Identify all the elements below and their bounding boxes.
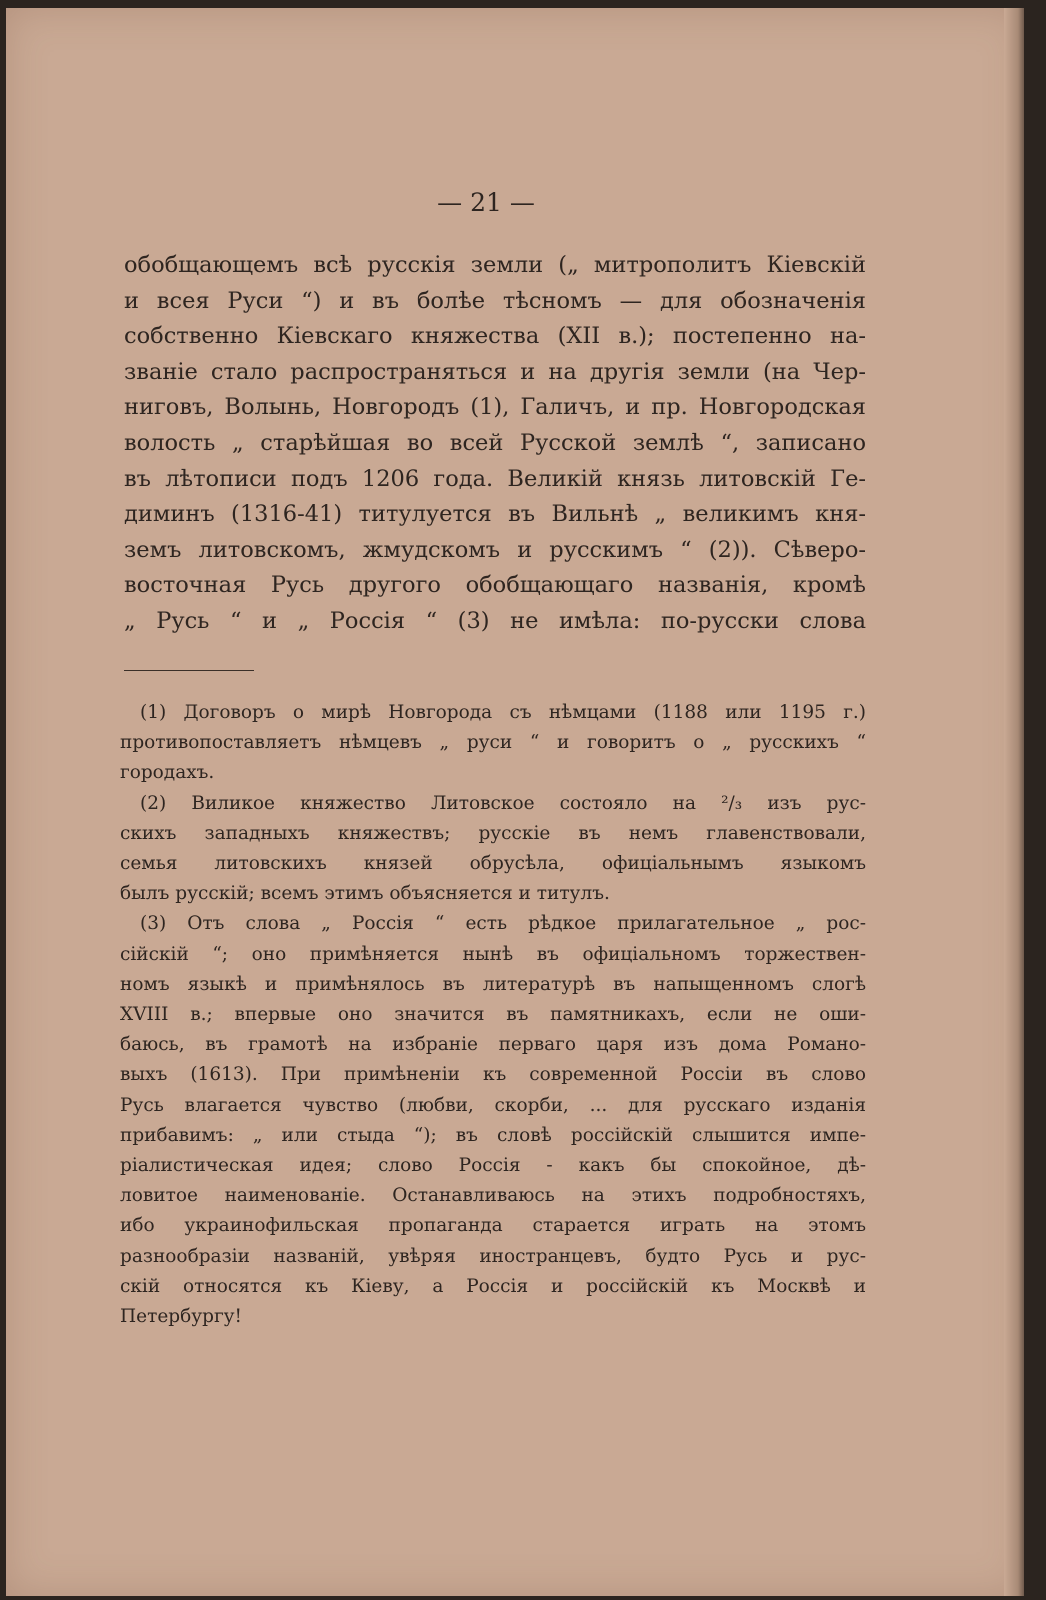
footnote-line: ловитое наименованіе. Останавливаюсь на этихъ подробностяхъ, [120, 1185, 866, 1207]
footnote-line: Русь влагается чувство (любви, скорби, ... для русскаго изданія [120, 1094, 866, 1116]
footnote-line: скихъ западныхъ княжествъ; русскіе въ немъ главенствовали, [120, 822, 866, 844]
text-line: въ лѣтописи подъ 1206 года. Великій князь литовскій Ге- [124, 465, 866, 492]
footnote-3 [120, 909, 866, 1332]
footnote-line: прибавимъ: „ или стыда “); въ словѣ россійскій слышится импе- [120, 1124, 866, 1146]
text-line: обобщающемъ всѣ русскія земли („ митрополитъ Кіевскій [124, 252, 866, 278]
page-number: — 21 — [437, 188, 535, 217]
footnote-2 [120, 789, 866, 910]
footnote-line: (2) Виликое княжество Литовское состояло на ²/₃ изъ рус- [140, 792, 866, 814]
text-line: диминъ (1316-41) титулуется въ Вильнѣ „ великимъ кня- [124, 501, 866, 528]
footnote-line: разнообразіи названій, увѣряя иностранцевъ, будто Русь и рус- [120, 1245, 866, 1267]
text-line: земъ литовскомъ, жмудскомъ и русскимъ “ (2)). Сѣверо- [124, 536, 866, 563]
footnote-line: выхъ (1613). При примѣненіи къ современной Россіи въ слово [120, 1064, 866, 1086]
text-line: и всея Руси “) и въ болѣе тѣсномъ — для обозначенія [124, 287, 866, 314]
text-line: ниговъ, Волынь, Новгородъ (1), Галичъ, и пр. Новгородская [124, 394, 866, 421]
footnote-line: семья литовскихъ князей обрусѣла, офиціальнымъ языкомъ [120, 853, 866, 875]
main-text [124, 248, 866, 640]
footnote-line: баюсь, въ грамотѣ на избраніе перваго царя изъ дома Романо- [120, 1034, 866, 1056]
footnote-line: противопоставляетъ нѣмцевъ „ руси “ и говоритъ о „ русскихъ “ [120, 732, 866, 754]
text-line: „ Русь “ и „ Россія “ (3) не имѣла: по-русски слова [124, 607, 866, 634]
text-line: волость „ старѣйшая во всей Русской землѣ “, записано [124, 429, 866, 456]
footnote-line: (1) Договоръ о мирѣ Новгорода съ нѣмцами (1188 или 1195 г.) [140, 702, 866, 723]
footnote-line: XVIII в.; впервые оно значится въ памятникахъ, если не оши- [120, 1004, 866, 1026]
footnotes [120, 698, 866, 1332]
footnote-1 [120, 698, 866, 789]
text-line: восточная Русь другого обобщающаго названія, кромѣ [124, 572, 866, 599]
footnote-separator [124, 670, 254, 671]
book-page [6, 8, 1024, 1596]
text-line: званіе стало распространяться и на другія земли (на Чер- [124, 358, 866, 385]
page-edge [1004, 8, 1024, 1596]
footnote-line: былъ русскій; всемъ этимъ объясняется и титулъ. [120, 883, 610, 905]
footnote-line: ибо украинофильская пропаганда старается играть на этомъ [120, 1215, 866, 1237]
footnote-line: сійскій “; оно примѣняется нынѣ въ офиціальномъ торжествен- [120, 943, 866, 965]
footnote-line: Петербургу! [120, 1306, 242, 1328]
footnote-line: городахъ. [120, 762, 215, 784]
footnote-line: (3) Отъ слова „ Россія “ есть рѣдкое прилагательное „ рос- [140, 913, 866, 935]
footnote-line: скій относятся къ Кіеву, а Россія и россійскій къ Москвѣ и [120, 1275, 866, 1297]
footnote-line: ріалистическая идея; слово Россія - какъ бы спокойное, дѣ- [120, 1155, 866, 1177]
text-line: собственно Кіевскаго княжества (XII в.); постепенно на- [124, 323, 866, 350]
footnote-line: номъ языкѣ и примѣнялось въ литературѣ въ напыщенномъ слогѣ [120, 973, 866, 995]
